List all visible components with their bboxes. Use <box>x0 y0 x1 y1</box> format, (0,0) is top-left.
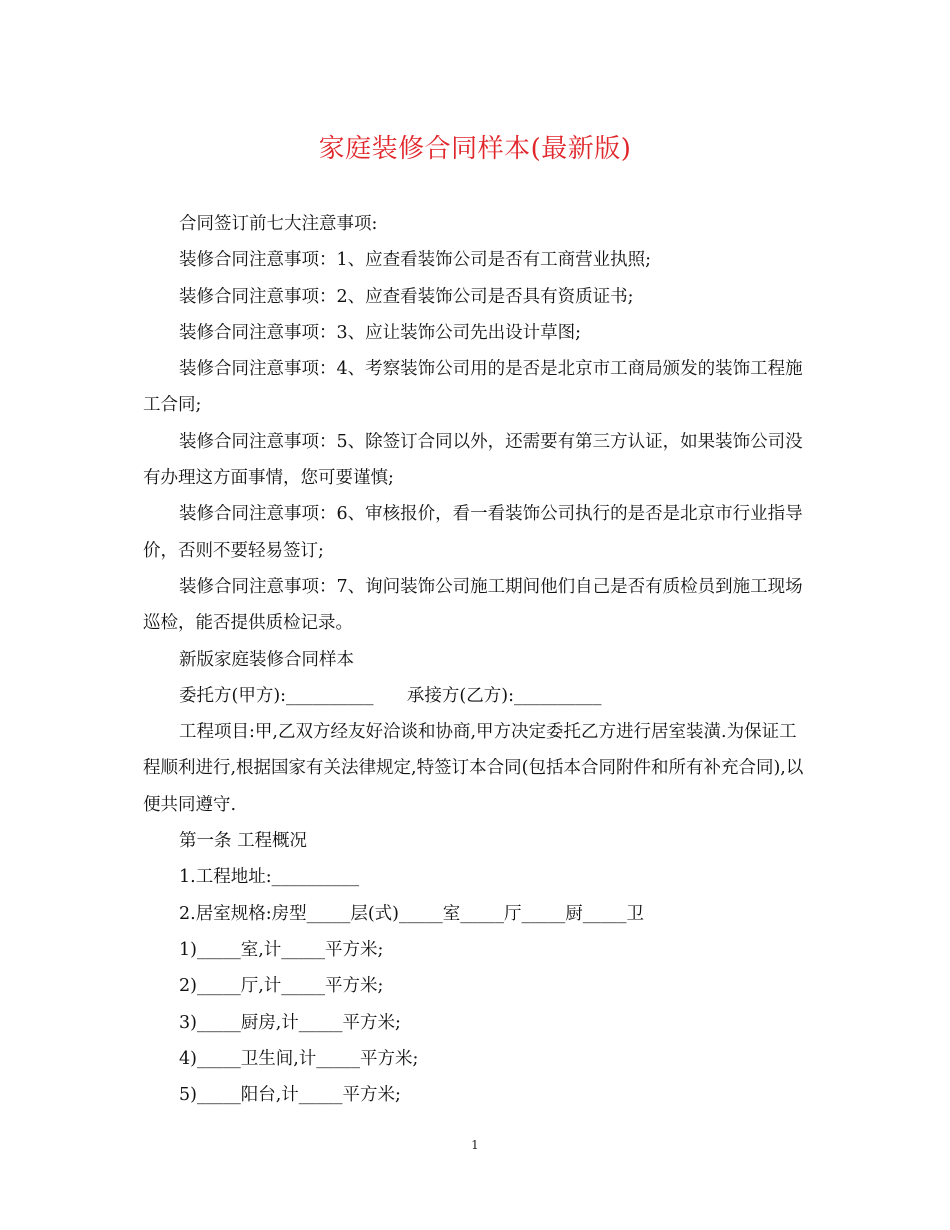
paragraph: 装修合同注意事项：3、应让装饰公司先出设计草图; <box>179 322 582 343</box>
party-fields: 委托方(甲方):__________ 承接方(乙方):__________ <box>179 685 602 706</box>
paragraph: 5)_____阳台,计_____平方米; <box>179 1085 401 1106</box>
paragraph: 合同签订前七大注意事项: <box>179 214 378 234</box>
paragraph: 1.工程地址:__________ <box>179 867 360 888</box>
paragraph: 3)_____厨房,计_____平方米; <box>179 1012 401 1033</box>
paragraph: 工程项目:甲,乙双方经友好洽谈和协商,甲方决定委托乙方进行居室装潢.为保证工程顺利进行,根据国家有关法律规定,特签订本合同(包括本合同附件和所有补充合同),以便共同遵守. <box>143 722 804 815</box>
paragraph: 装修合同注意事项：5、除签订合同以外，还需要有第三方认证，如果装饰公司没有办理这方面事情，您可要谨慎; <box>143 431 803 489</box>
page-number: 1 <box>471 1138 479 1152</box>
paragraph: 装修合同注意事项：4、考察装饰公司用的是否是北京市工商局颁发的装饰工程施工合同; <box>143 359 803 416</box>
paragraph: 2)_____厅,计_____平方米; <box>179 976 384 997</box>
paragraph: 1)_____室,计_____平方米; <box>179 939 384 960</box>
paragraph: 装修合同注意事项：7、询问装饰公司施工期间他们自己是否有质检员到施工现场巡检，能否提供质检记录。 <box>143 576 803 634</box>
paragraph: 装修合同注意事项：2、应查看装饰公司是否具有资质证书; <box>179 286 634 307</box>
document-body <box>143 206 807 1113</box>
paragraph: 装修合同注意事项：1、应查看装饰公司是否有工商营业执照; <box>179 250 652 271</box>
paragraph: 4)_____卫生间,计_____平方米; <box>179 1048 419 1069</box>
paragraph: 新版家庭装修合同样本 <box>179 649 354 670</box>
section-heading: 第一条 工程概况 <box>179 831 308 852</box>
paragraph: 2.居室规格:房型_____层(式)_____室_____厅_____厨_____卫 <box>179 903 644 924</box>
paragraph: 装修合同注意事项：6、审核报价，看一看装饰公司执行的是否是北京市行业指导价，否则不要轻易签订; <box>143 504 803 561</box>
page-title: 家庭装修合同样本(最新版) <box>318 134 632 164</box>
